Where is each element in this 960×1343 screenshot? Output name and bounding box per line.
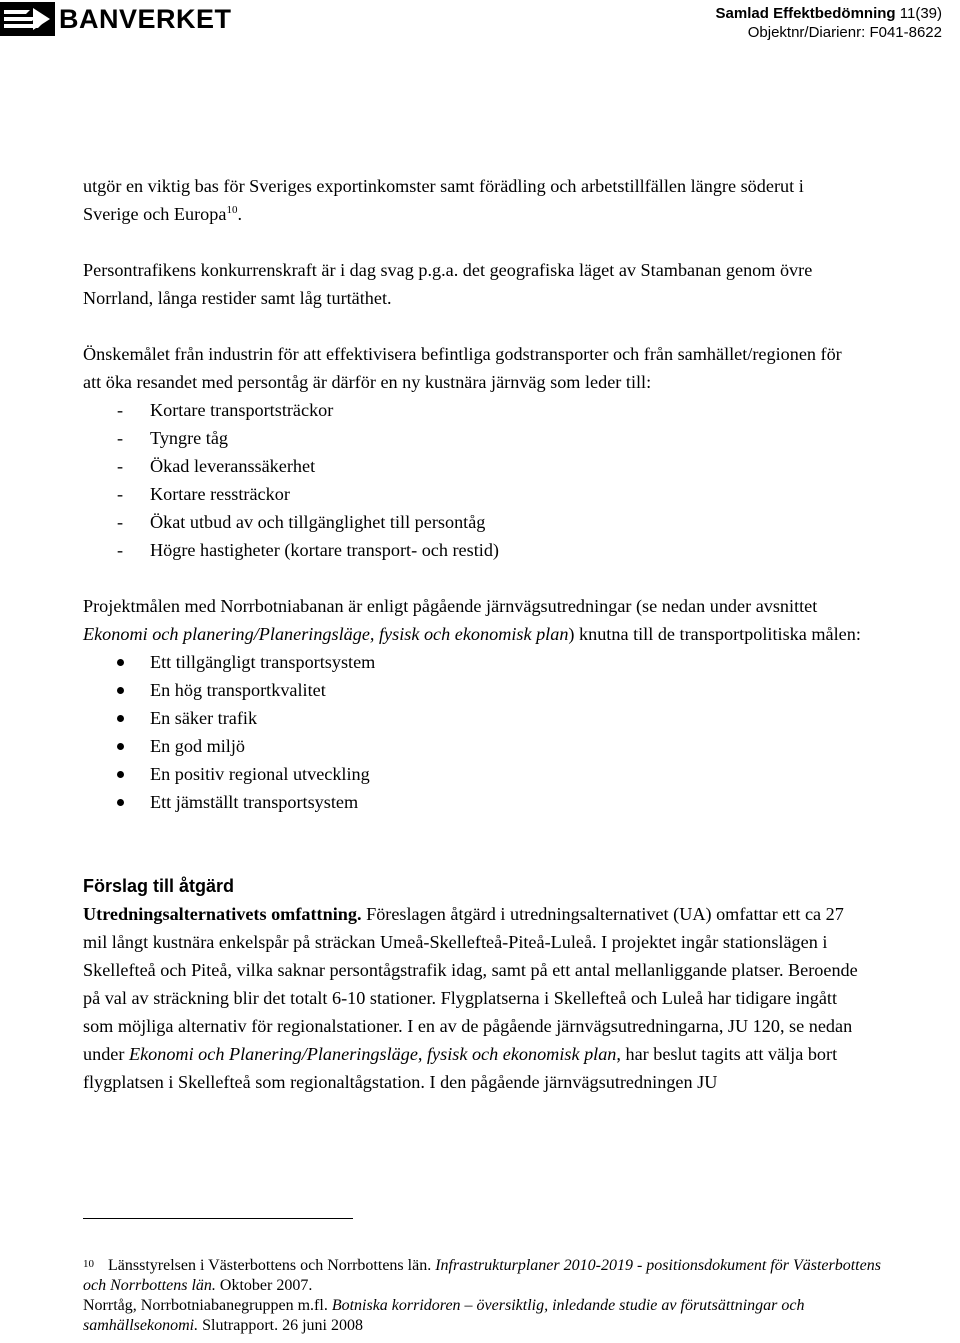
list-item — [83, 704, 863, 732]
paragraph-text: utgör en viktig bas för Sveriges exportinkomster samt förädling och arbetstillfällen längre söderut i Sverige och Europa — [83, 176, 804, 224]
footnote-text: Länsstyrelsen i Västerbottens och Norrbottens län. — [108, 1257, 436, 1274]
banverket-wing-icon — [0, 2, 55, 36]
dash-list — [83, 396, 863, 564]
list-item — [83, 480, 863, 508]
paragraph-text: Projektmålen med Norrbotniabanan är enligt pågående järnvägsutredningar (se nedan under avsnittet — [83, 596, 818, 616]
footnote-title: Infrastrukturplaner 2010-2019 - positionsdokument för Västerbottens och Norrbottens län. — [83, 1257, 881, 1294]
footnote-text: Slutrapport. 26 juni 2008 — [198, 1317, 363, 1334]
bullet-icon — [117, 715, 124, 722]
list-item-text: Ökat utbud av och tillgänglighet till persontåg — [150, 512, 486, 532]
list-item-text: Tyngre tåg — [150, 428, 229, 448]
document-title: Samlad Effektbedömning — [715, 5, 896, 22]
dash-marker: - — [117, 512, 124, 532]
bullet-icon — [117, 743, 124, 750]
footnote-text: Oktober 2007. — [215, 1277, 313, 1294]
dash-marker: - — [117, 428, 124, 448]
paragraph-tail: . — [237, 204, 242, 224]
section-heading: Förslag till åtgärd — [83, 876, 235, 896]
paragraph-project-goals — [83, 592, 863, 648]
list-item — [83, 536, 863, 564]
list-item — [83, 648, 863, 676]
bullet-list — [83, 648, 863, 816]
footnote-number: 10 — [83, 1258, 94, 1270]
brand-name: BANVERKET — [59, 4, 232, 34]
project-id: Objektnr/Diarienr: F041-8622 — [747, 24, 942, 41]
footnote-line — [83, 1256, 883, 1296]
section-reference: Ekonomi och Planering/Planeringsläge, fysisk och ekonomisk plan — [128, 1044, 617, 1064]
banverket-logo — [0, 2, 232, 36]
paragraph-text: ) knutna till de transportpolitiska målen: — [568, 624, 861, 644]
list-item — [83, 396, 863, 424]
footnote-title: Botniska korridoren – översiktlig, inledande studie av förutsättningar och samhällsekonomi. — [83, 1297, 805, 1334]
footnote-divider — [83, 1218, 353, 1219]
page-header — [716, 4, 942, 42]
bullet-icon — [117, 687, 124, 694]
bullet-icon — [117, 771, 124, 778]
bullet-icon — [117, 799, 124, 806]
list-item — [83, 760, 863, 788]
paragraph-text: Föreslagen åtgärd i utredningsalternativet (UA) omfattar ett ca 27 mil långt kustnära enkelspår på sträckan Umeå-Skellefteå-Piteå-Luleå. I projektet ingår stationslägen i Skellefteå och Piteå, vilka saknar persontågstrafik idag, samt på ett antal mellanliggande platser. Beroende på val av sträckning blir det totalt 6-10 stationer. Flygplatserna i Skellefteå och Luleå har tidigare ingått som möjliga alternativ för regionalstationer. I en av de pågående järnvägsutredningarna, JU 120, se nedan under — [83, 904, 858, 1064]
list-item — [83, 732, 863, 760]
list-item-text: Kortare transportsträckor — [150, 400, 334, 420]
paragraph-industry-wish: Önskemålet från industrin för att effektivisera befintliga godstransporter och från samhället/regionen för att öka resandet med persontåg är därför en ny kustnära järnväg som leder till: — [83, 344, 842, 392]
paragraph-passenger-traffic: Persontrafikens konkurrenskraft är i dag svag p.g.a. det geografiska läget av Stambanan genom övre Norrland, långa restider samt låg turtäthet. — [83, 260, 813, 308]
list-item-text: Högre hastigheter (kortare transport- och restid) — [150, 540, 499, 560]
footnote-text: Norrtåg, Norrbotniabanegruppen m.fl. — [83, 1297, 332, 1314]
footnote-reference[interactable]: 10 — [226, 203, 238, 216]
paragraph-lead: Utredningsalternativets omfattning. — [83, 904, 362, 924]
list-item-text: Ett jämställt transportsystem — [150, 792, 359, 812]
list-item — [83, 788, 863, 816]
footnote — [83, 1256, 883, 1336]
dash-marker: - — [117, 540, 124, 560]
list-item-text: Ett tillgängligt transportsystem — [150, 652, 376, 672]
paragraph-export — [83, 172, 863, 228]
list-item-text: En hög transportkvalitet — [150, 680, 326, 700]
dash-marker: - — [117, 400, 124, 420]
paragraph-text: , har beslut tagits att välja bort flygplatsen i Skellefteå som regionaltågstation. I den pågående järnvägsutredningen JU — [83, 1044, 838, 1092]
section-reference: Ekonomi och planering/Planeringsläge, fysisk och ekonomisk plan — [83, 624, 569, 644]
list-item — [83, 452, 863, 480]
page-number: 11(39) — [899, 5, 942, 22]
dash-marker: - — [117, 484, 124, 504]
list-item-text: En god miljö — [150, 736, 245, 756]
dash-marker: - — [117, 456, 124, 476]
list-item-text: Kortare ressträckor — [150, 484, 290, 504]
list-item — [83, 424, 863, 452]
list-item-text: En positiv regional utveckling — [150, 764, 370, 784]
list-item-text: Ökad leveranssäkerhet — [150, 456, 316, 476]
list-item — [83, 508, 863, 536]
footnote-line — [83, 1296, 883, 1336]
bullet-icon — [117, 659, 124, 666]
document-body — [83, 172, 863, 1096]
list-item-text: En säker trafik — [150, 708, 258, 728]
paragraph-scope — [83, 900, 863, 1096]
list-item — [83, 676, 863, 704]
